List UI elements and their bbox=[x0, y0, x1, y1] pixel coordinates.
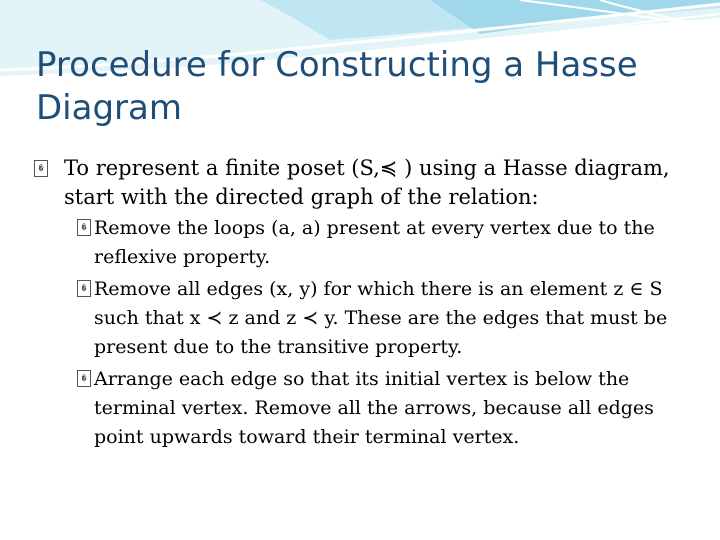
sub-bullet-1 bbox=[81, 214, 686, 272]
sub-bullet-list bbox=[64, 214, 694, 452]
main-bullet bbox=[38, 154, 694, 452]
slide-title: Procedure for Constructing a Hasse Diagram bbox=[36, 45, 638, 128]
bullet-icon: � bbox=[77, 280, 91, 297]
sub-bullet-text: Remove the loops (a, a) present at every vertex due to the reflexive property. bbox=[94, 217, 655, 268]
main-bullet-text: To represent a finite poset (S,≼ ) using a Hasse diagram, start with the directed graph of the relation: bbox=[64, 156, 670, 209]
bullet-list bbox=[0, 154, 720, 452]
sub-bullet-3 bbox=[81, 365, 686, 452]
bullet-icon: � bbox=[77, 370, 91, 387]
bullet-icon: � bbox=[34, 160, 48, 177]
sub-bullet-text: Arrange each edge so that its initial vertex is below the terminal vertex. Remove all the arrows, because all edges point upwards toward their terminal vertex. bbox=[94, 368, 654, 448]
sub-bullet-text: Remove all edges (x, y) for which there is an element z ∈ S such that x ≺ z and z ≺ y. These are the edges that must be present due to the transitive property. bbox=[94, 278, 668, 358]
bullet-icon: � bbox=[77, 219, 91, 236]
sub-bullet-2 bbox=[81, 275, 686, 362]
